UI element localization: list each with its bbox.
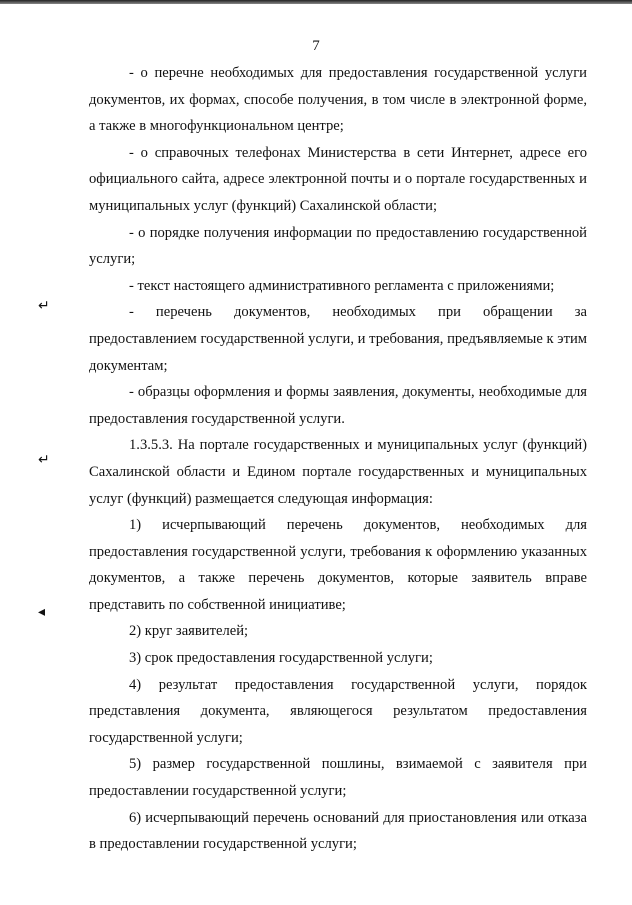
list-item: 6) исчерпывающий перечень оснований для приостановления или отказа в предоставлении государственной услуги; <box>89 809 587 853</box>
paragraph: 1.3.5.3. На портале государственных и муниципальных услуг (функций) Сахалинской области и Едином портале государственных и муниципальных услуг (функций) размещается следующая информация: <box>89 437 587 507</box>
paragraph: - образцы оформления и формы заявления, документы, необходимые для предоставления государственной услуги. <box>89 384 587 427</box>
paragraph: - текст настоящего административного регламента с приложениями; <box>129 277 555 294</box>
paragraph: - о справочных телефонах Министерства в сети Интернет, адресе его официального сайта, адресе электронной почты и о портале государственных и муниципальных услуг (функций) Сахалинской области; <box>89 144 587 214</box>
paragraph: - о перечне необходимых для предоставления государственной услуги документов, их формах, способе получения, в том числе в электронной форме, а также в многофункциональном центре; <box>89 65 587 135</box>
list-item: 4) результат предоставления государственной услуги, порядок представления документа, являющегося результатом предоставления государственной услуги; <box>89 676 587 746</box>
margin-mark-2: ↵ <box>38 452 50 468</box>
list-item: 5) размер государственной пошлины, взимаемой с заявителя при предоставлении государственной услуги; <box>89 756 587 800</box>
document-body <box>89 60 587 858</box>
paragraph: - перечень документов, необходимых при обращении за предоставлением государственной услуги, и требования, предъявляемые к этим документам; <box>89 304 587 374</box>
list-item: 2) круг заявителей; <box>129 623 249 640</box>
margin-mark-3: ◂ <box>38 604 46 620</box>
list-item: 1) исчерпывающий перечень документов, необходимых для предоставления государственной услуги, требования к оформлению указанных документов, а также перечень документов, которые заявитель вправе представить по собственной инициативе; <box>89 517 587 613</box>
margin-mark-1: ↵ <box>38 298 50 314</box>
page-number: 7 <box>312 38 320 54</box>
paragraph: - о порядке получения информации по предоставлению государственной услуги; <box>89 224 587 268</box>
scan-top-edge <box>0 0 632 4</box>
list-item: 3) срок предоставления государственной услуги; <box>129 650 433 667</box>
